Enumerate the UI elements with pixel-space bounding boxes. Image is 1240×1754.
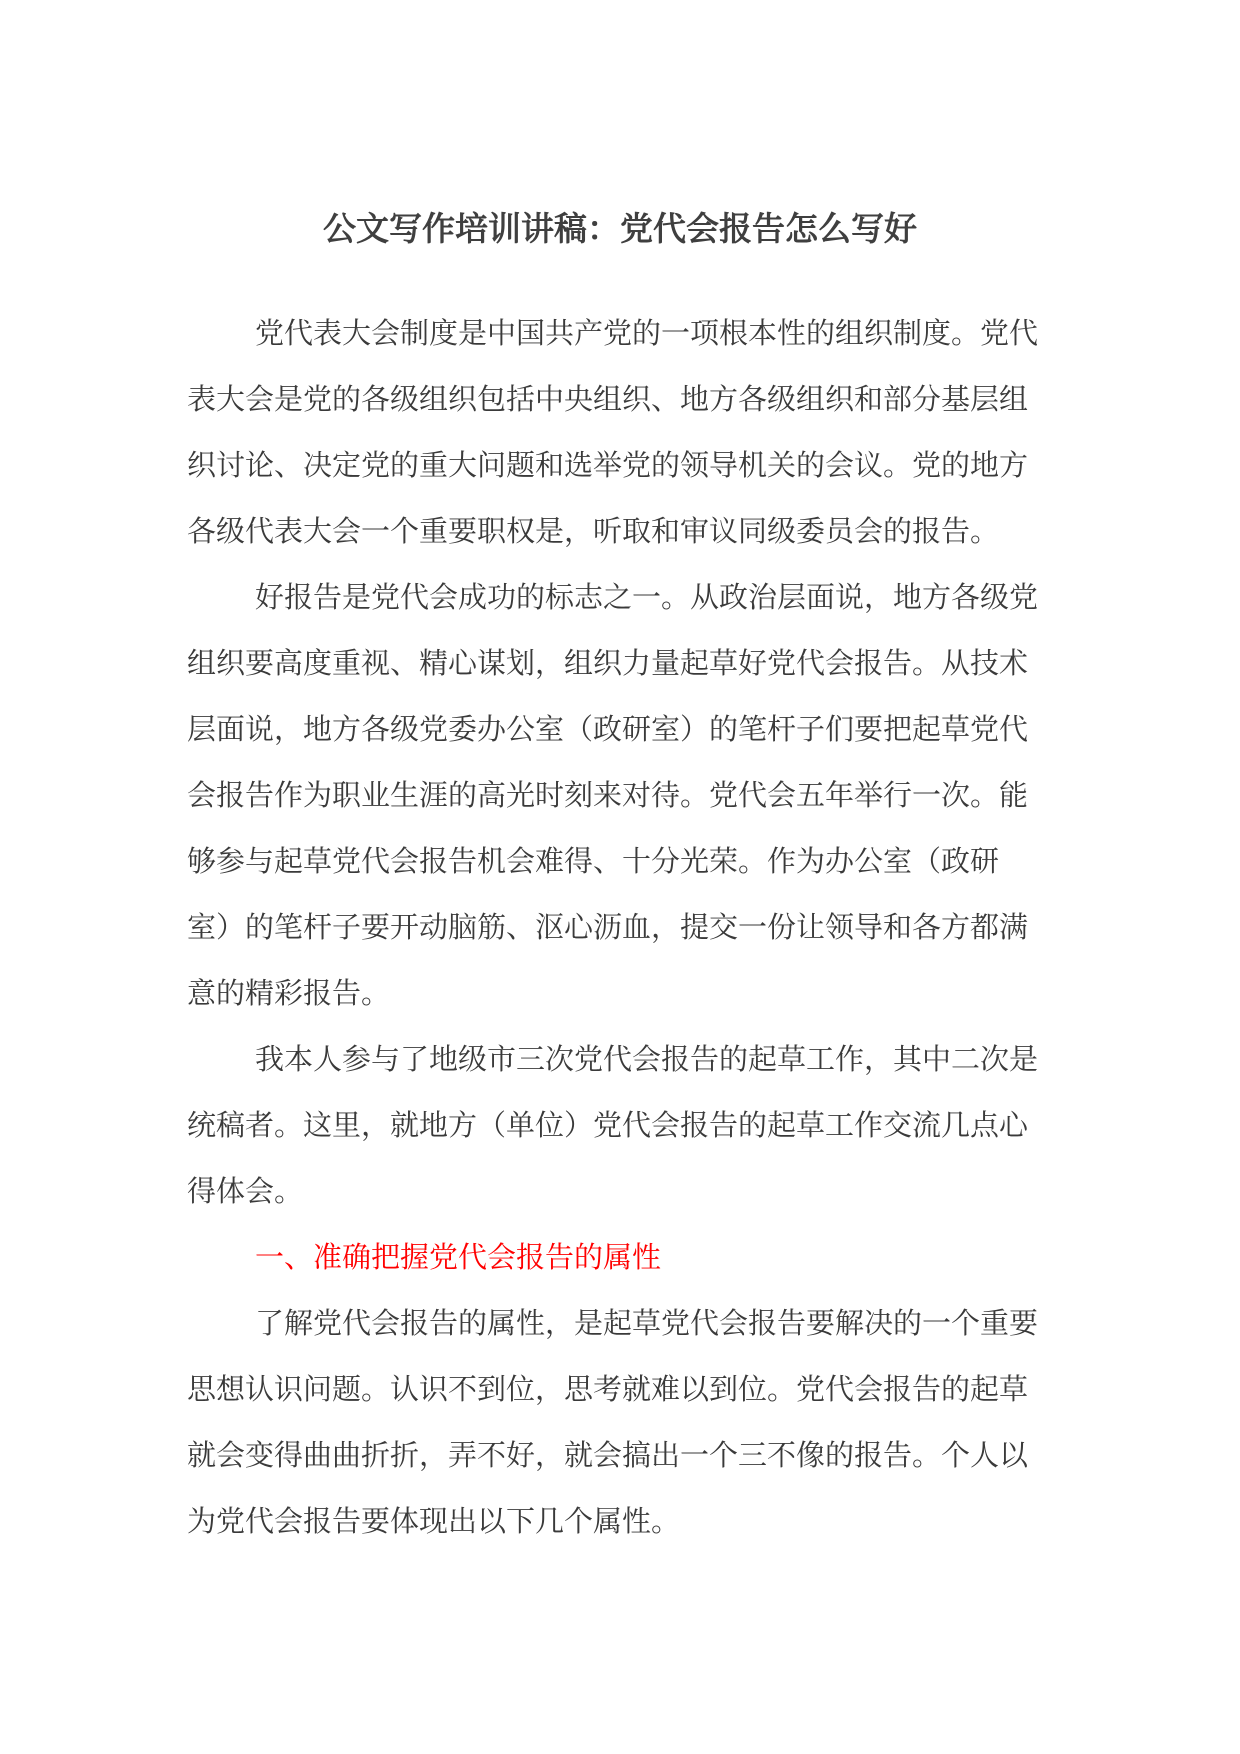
paragraph-line: 室）的笔杆子要开动脑筋、沤心沥血，提交一份让领导和各方都满: [187, 910, 1029, 944]
paragraph-2: [187, 564, 1047, 1026]
document-body: [187, 300, 1047, 1554]
paragraph-line: 表大会是党的各级组织包括中央组织、地方各级组织和部分基层组: [187, 382, 1029, 416]
paragraph-line: 够参与起草党代会报告机会难得、十分光荣。作为办公室（政研: [187, 844, 1000, 878]
paragraph-line: 我本人参与了地级市三次党代会报告的起草工作，其中二次是: [255, 1042, 1039, 1076]
paragraph-line: 了解党代会报告的属性，是起草党代会报告要解决的一个重要: [255, 1306, 1039, 1340]
paragraph-line: 织讨论、决定党的重大问题和选举党的领导机关的会议。党的地方: [187, 448, 1029, 482]
paragraph-line: 会报告作为职业生涯的高光时刻来对待。党代会五年举行一次。能: [187, 778, 1029, 812]
section-heading-1: 一、准确把握党代会报告的属性: [255, 1240, 662, 1274]
paragraph-1: [187, 300, 1047, 564]
paragraph-line: 统稿者。这里，就地方（单位）党代会报告的起草工作交流几点心: [187, 1108, 1029, 1142]
paragraph-4: [187, 1290, 1047, 1554]
paragraph-line: 各级代表大会一个重要职权是，听取和审议同级委员会的报告。: [187, 514, 1000, 548]
paragraph-line: 意的精彩报告。: [187, 976, 391, 1010]
paragraph-line: 就会变得曲曲折折，弄不好，就会搞出一个三不像的报告。个人以: [187, 1438, 1029, 1472]
paragraph-line: 得体会。: [187, 1174, 304, 1208]
paragraph-line: 党代表大会制度是中国共产党的一项根本性的组织制度。党代: [255, 316, 1039, 350]
paragraph-line: 为党代会报告要体现出以下几个属性。: [187, 1504, 681, 1538]
document-title: 公文写作培训讲稿：党代会报告怎么写好: [323, 209, 917, 248]
paragraph-3: [187, 1026, 1047, 1224]
paragraph-line: 思想认识问题。认识不到位，思考就难以到位。党代会报告的起草: [187, 1372, 1029, 1406]
paragraph-line: 层面说，地方各级党委办公室（政研室）的笔杆子们要把起草党代: [187, 712, 1029, 746]
paragraph-line: 好报告是党代会成功的标志之一。从政治层面说，地方各级党: [255, 580, 1039, 614]
paragraph-line: 组织要高度重视、精心谋划，组织力量起草好党代会报告。从技术: [187, 646, 1029, 680]
